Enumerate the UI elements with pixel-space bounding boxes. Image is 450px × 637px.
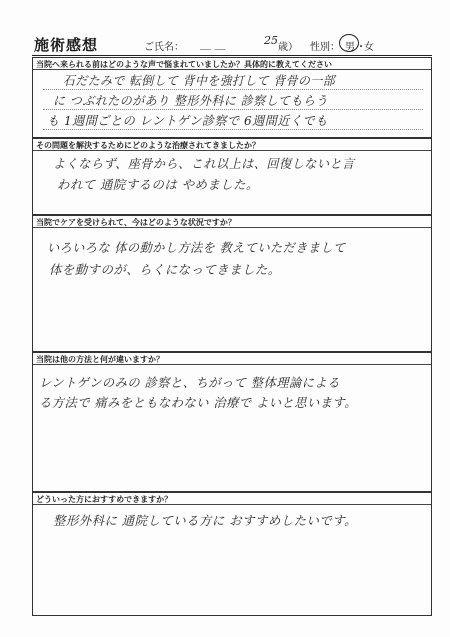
answer-line: 体を動すのが、らくになってきました。 <box>49 262 281 277</box>
age-unit: 歳） <box>278 42 298 53</box>
question-divider <box>33 504 431 505</box>
section-question: 当院は他の方法と何が違いますか？ <box>36 355 164 364</box>
section-previous-treatment <box>32 138 432 215</box>
page-title: 施術感想 <box>34 36 99 54</box>
section-recommendation <box>32 492 432 616</box>
section-question: その問題を解決するためにどのような治療されてきましたか？ <box>36 141 260 150</box>
answer-line: も 1週間ごとの レントゲン診察で 6週間近くでも <box>47 113 328 128</box>
question-divider <box>33 69 431 70</box>
section-question: どういった方におすすめできますか？ <box>36 495 173 504</box>
question-divider <box>33 227 431 228</box>
answer-rule <box>43 109 423 110</box>
title-divider <box>32 55 432 56</box>
answer-line: レントゲンのみの 診察と、ちがって 整体理論による <box>39 375 340 390</box>
name-value: ＿ ＿ <box>200 38 226 51</box>
header <box>32 34 432 56</box>
answer-line: に つぶれたのがあり 整形外科に 診察してもらう <box>53 93 328 108</box>
question-divider <box>33 150 431 151</box>
sex-option-male: 男 <box>345 42 355 53</box>
answer-line: われて 通院するのは やめました。 <box>57 177 259 192</box>
name-label: ご氏名： <box>144 42 184 53</box>
sex-separator: ・ <box>356 42 366 53</box>
answer-rule <box>43 129 423 130</box>
section-before-visit <box>32 57 432 138</box>
age-value: 25 <box>264 34 278 47</box>
sex-label: 性別： <box>310 42 340 53</box>
answer-line: 整形外科に 通院している方に おすすめしたいです。 <box>53 513 358 528</box>
section-question: 当院へ来られる前はどのような声で悩まれていましたか？具体的に教えてください <box>36 60 332 69</box>
answer-line: る方法で 痛みをともなわない 治療で よいと思います。 <box>39 395 357 410</box>
section-difference <box>32 352 432 492</box>
answer-rule <box>43 89 423 90</box>
question-divider <box>33 364 431 365</box>
sex-option-female: 女 <box>364 42 374 53</box>
section-question: 当院でケアを受けられて、今はどのような状況ですか？ <box>36 218 236 227</box>
section-current-state <box>32 215 432 352</box>
answer-line: よくならず、座骨から、これ以上は、回復しないと言 <box>53 156 355 171</box>
answer-line: いろいろな 体の動かし方法を 教えていただきまして <box>47 240 346 255</box>
answer-line: 石だたみで 転倒して 背中を強打して 背骨の一部 <box>63 73 336 88</box>
